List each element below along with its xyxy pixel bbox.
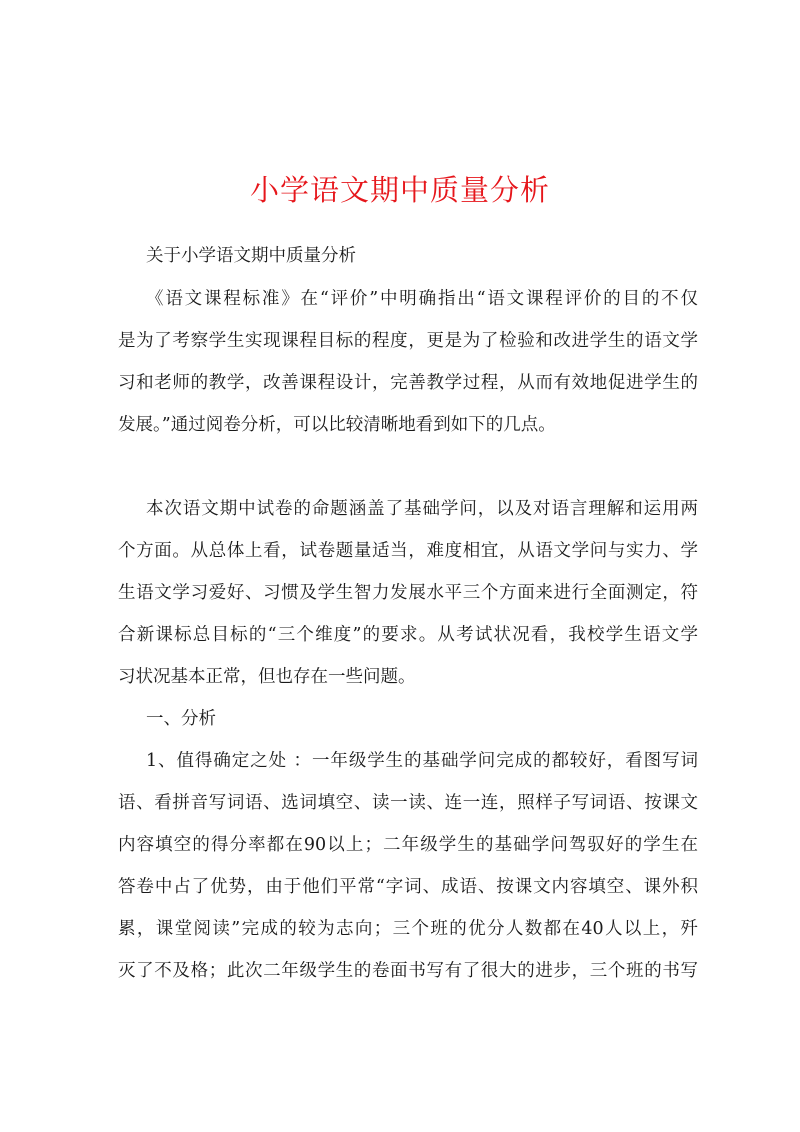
paragraph-line: 答卷中占了优势，由于他们平常“字词、成语、按课文内容填空、课外积 [118, 877, 698, 897]
paragraph-line: 合新课标总目标的“三个维度”的要求。从考试状况看，我校学生语文学 [118, 625, 698, 645]
document-title: 小学语文期中质量分析 [249, 173, 550, 207]
paragraph-line: 习状况基本正常，但也存在一些问题。 [118, 667, 416, 687]
paragraph-line: 是为了考察学生实现课程目标的程度，更是为了检验和改进学生的语文学 [118, 331, 698, 351]
paragraph-line: 累，课堂阅读”完成的较为志向；三个班的优分人数都在40人以上，歼 [118, 919, 698, 939]
paragraph-line: 1、值得确定之处 ：一年级学生的基础学问完成的都较好，看图写词 [146, 751, 698, 771]
paragraph-line: 本次语文期中试卷的命题涵盖了基础学问，以及对语言理解和运用两 [146, 499, 698, 519]
paragraph-line: 语、看拼音写词语、选词填空、读一读、连一连，照样子写词语、按课文 [118, 793, 698, 813]
paragraph-line: 灭了不及格；此次二年级学生的卷面书写有了很大的进步，三个班的书写 [118, 961, 698, 981]
paragraph-line: 《语文课程标准》在“评价”中明确指出“语文课程评价的目的不仅 [146, 289, 698, 309]
paragraph-line: 生语文学习爱好、习惯及学生智力发展水平三个方面来进行全面测定，符 [118, 583, 698, 603]
section-heading: 一、分析 [146, 709, 216, 729]
paragraph-line: 个方面。从总体上看，试卷题量适当，难度相宜，从语文学问与实力、学 [118, 541, 698, 561]
paragraph-line: 发展。”通过阅卷分析，可以比较清晰地看到如下的几点。 [118, 415, 556, 435]
paragraph-line: 内容填空的得分率都在90以上；二年级学生的基础学问驾驭好的学生在 [118, 835, 698, 855]
paragraph-line: 习和老师的教学，改善课程设计，完善教学过程，从而有效地促进学生的 [118, 373, 698, 393]
paragraph-line: 关于小学语文期中质量分析 [146, 246, 356, 266]
